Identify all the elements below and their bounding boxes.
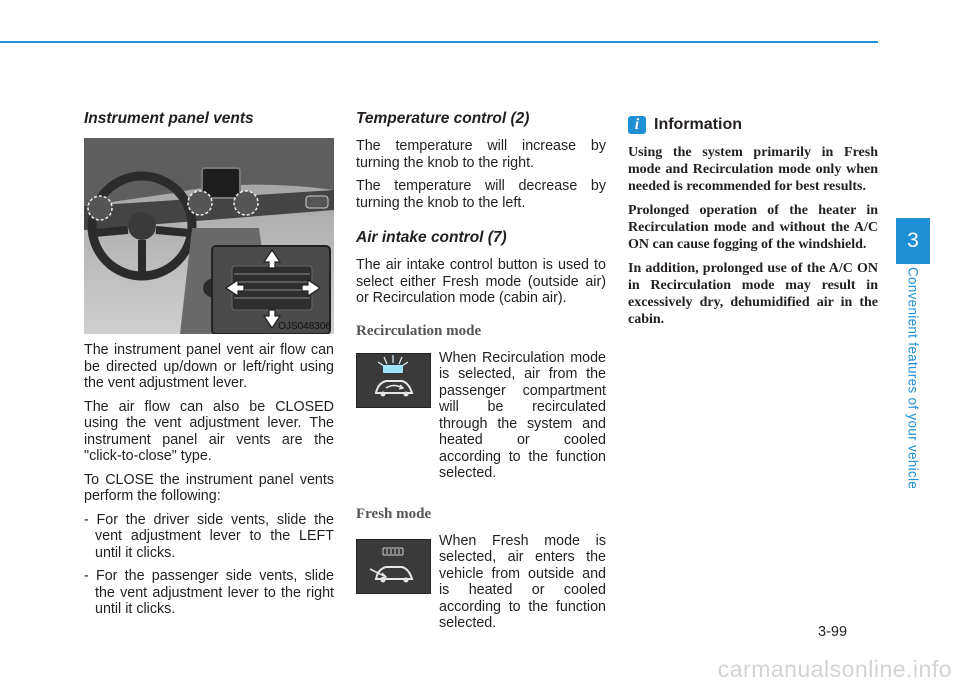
information-title: Information xyxy=(654,116,742,133)
temperature-decrease-paragraph: The temperature will decrease by turning the knob to the left. xyxy=(356,178,606,211)
page-number: 3-99 xyxy=(818,624,848,640)
column-middle xyxy=(356,110,606,632)
fresh-block xyxy=(356,533,606,632)
column-left xyxy=(84,110,334,625)
section-heading-air-intake: Air intake control (7) xyxy=(356,229,507,246)
vent-close-steps-intro: To CLOSE the instrument panel vents perform the following: xyxy=(84,471,334,504)
recirculation-mode-icon xyxy=(356,353,431,408)
figure-code: OJS048306 xyxy=(278,321,331,332)
recirculation-description: When Recirculation mode is selected, air from the passenger compartment will be recirculated through the system and heated or cooled according to the function selected. xyxy=(439,349,606,481)
air-intake-paragraph: The air intake control button is used to select either Fresh mode (outside air) or Recirculation mode (cabin air). xyxy=(356,257,606,306)
column-right xyxy=(628,110,878,335)
dashboard-vents-figure xyxy=(84,138,334,334)
chapter-title: Convenient features of your vehicle xyxy=(905,266,921,490)
header-rule xyxy=(0,41,878,43)
information-paragraph-1: Using the system primarily in Fresh mode and Recirculation mode only when needed is recommended for best results. xyxy=(628,145,878,194)
subheading-recirculation: Recirculation mode xyxy=(356,322,482,339)
fresh-description: When Fresh mode is selected, air enters the vehicle from outside and is heated or cooled according to the function selected. xyxy=(439,532,606,631)
dashboard-illustration xyxy=(84,138,334,334)
temperature-increase-paragraph: The temperature will increase by turning the knob to the right. xyxy=(356,138,606,171)
section-heading-temperature: Temperature control (2) xyxy=(356,110,530,127)
list-item-passenger-side: - For the passenger side vents, slide the vent adjustment lever to the right until it clicks. xyxy=(84,568,334,617)
fresh-mode-icon xyxy=(356,539,431,594)
information-header xyxy=(628,116,878,134)
section-heading-instrument-vents: Instrument panel vents xyxy=(84,110,254,127)
watermark: carmanualsonline.info xyxy=(717,656,952,682)
chapter-tab: 3 xyxy=(896,218,930,264)
information-paragraph-3: In addition, prolonged use of the A/C ON in Recirculation mode may result in excessively dry, dehumidified air in the cabin. xyxy=(628,261,878,327)
information-paragraph-2: Prolonged operation of the heater in Recirculation mode and without the A/C ON can cause fogging of the windshield. xyxy=(628,203,878,252)
recirculation-block xyxy=(356,350,606,482)
information-icon: i xyxy=(628,116,646,134)
vent-close-paragraph: The air flow can also be CLOSED using the vent adjustment lever. The instrument panel air vents are the "click-to-close" type. xyxy=(84,398,334,464)
vent-airflow-paragraph: The instrument panel vent air flow can be directed up/down or left/right using the vent adjustment lever. xyxy=(84,342,334,391)
list-item-driver-side: - For the driver side vents, slide the vent adjustment lever to the LEFT until it clicks. xyxy=(84,511,334,561)
subheading-fresh: Fresh mode xyxy=(356,505,432,522)
